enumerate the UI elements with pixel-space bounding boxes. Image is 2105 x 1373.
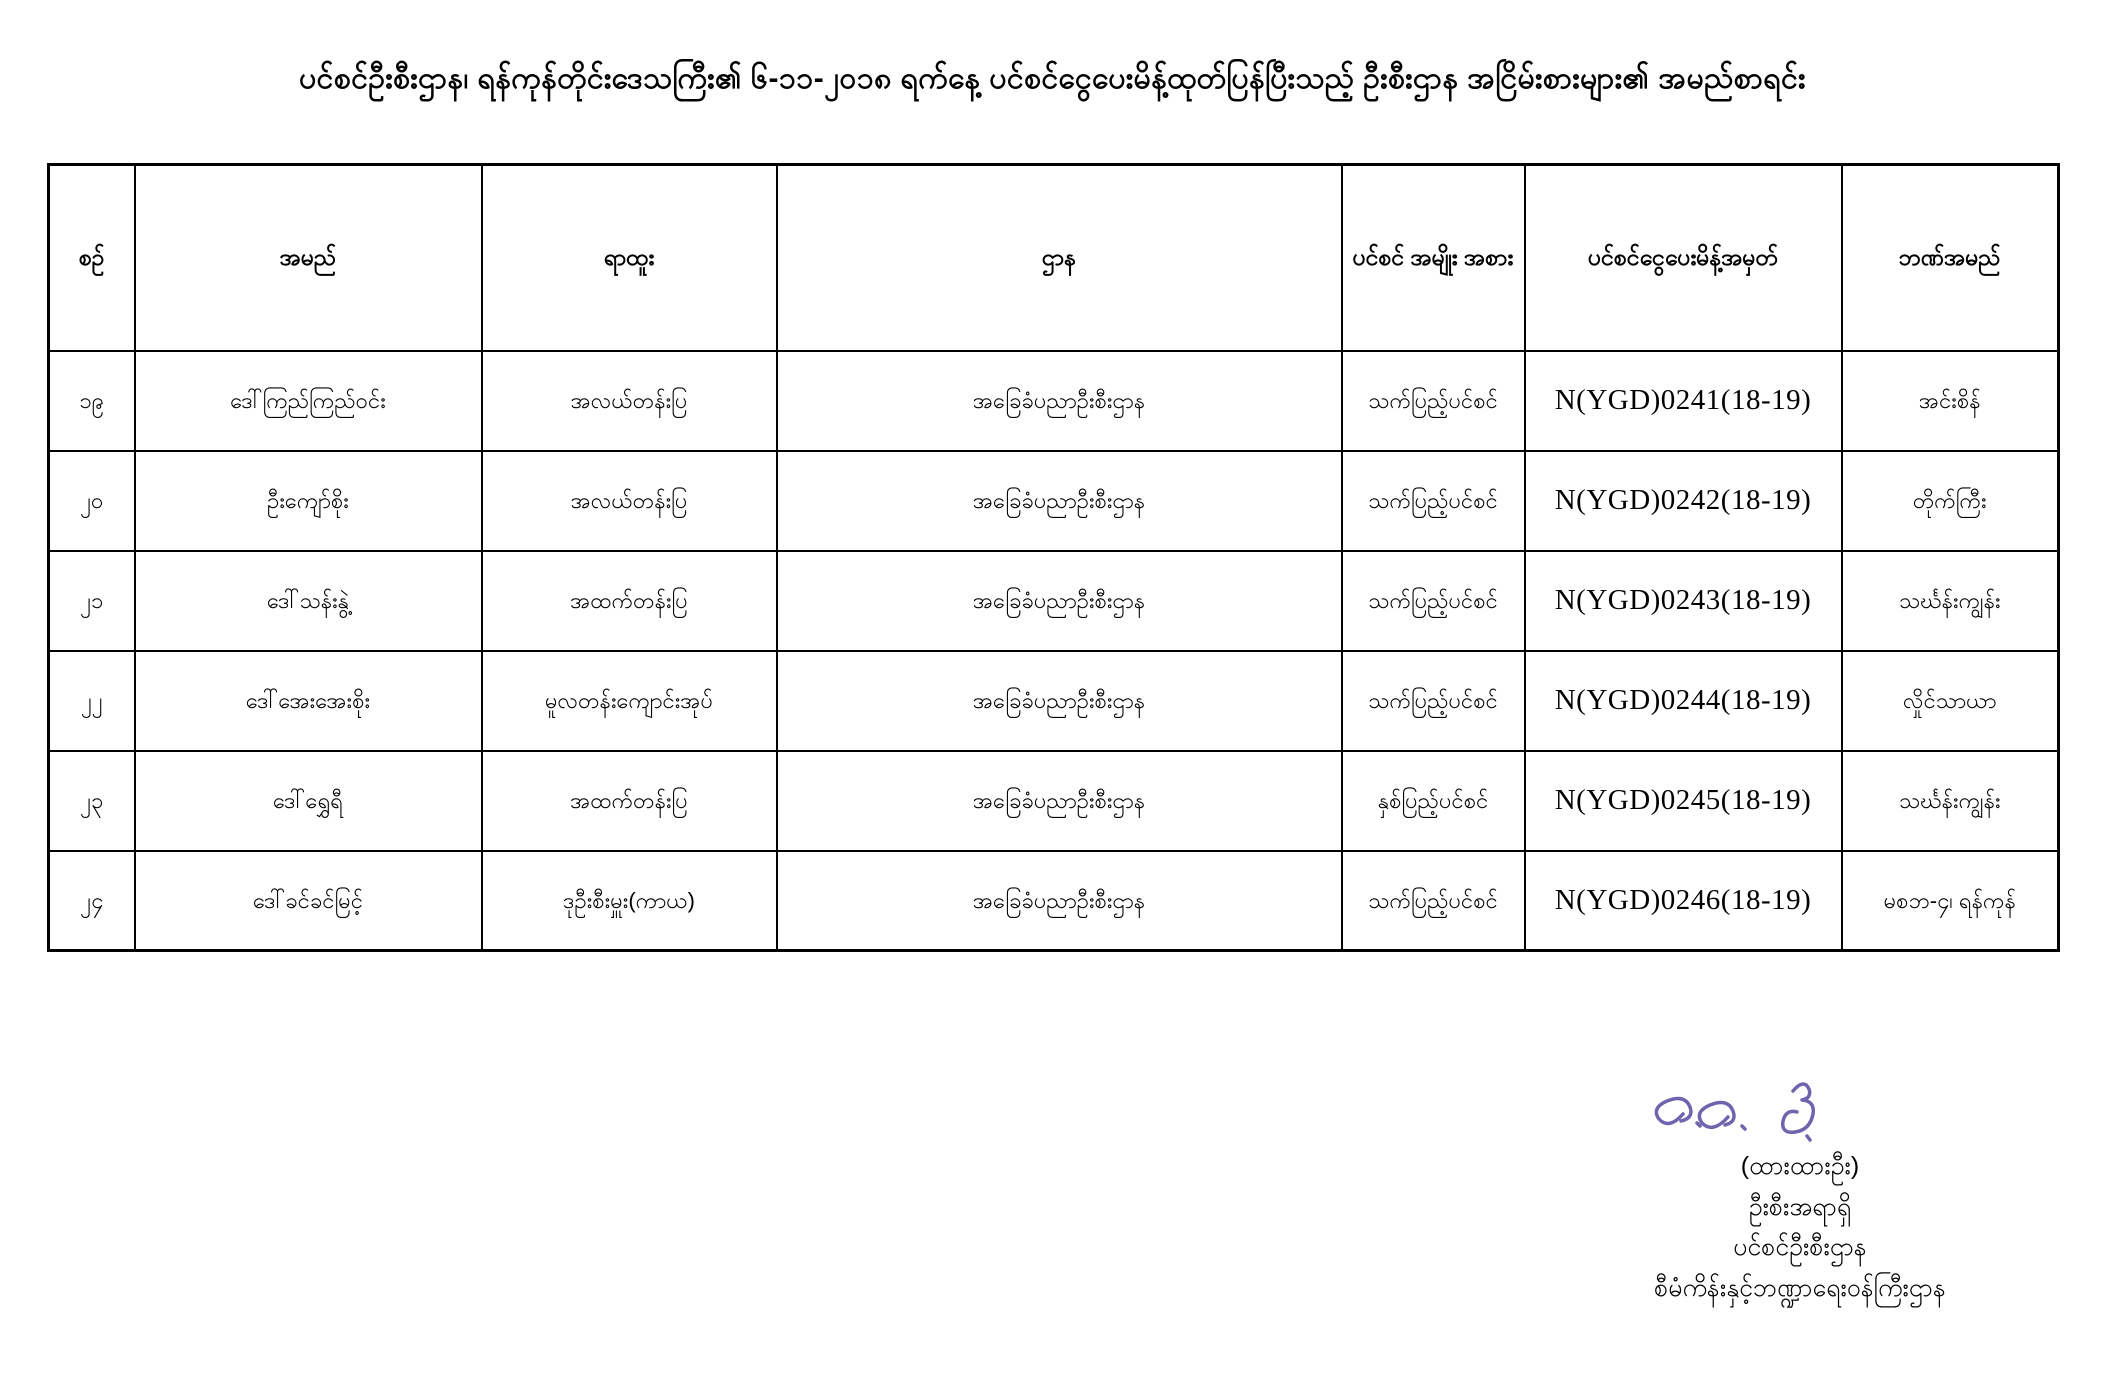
- cell-order-number: N(YGD)0245(18-19): [1525, 751, 1842, 851]
- cell-name: ဒေါ်သန်းနွဲ့: [135, 551, 482, 651]
- table-row: [49, 451, 2059, 551]
- page-title: ပင်စင်ဦးစီးဌာန၊ ရန်ကုန်တိုင်းဒေသကြီး၏ ၆-၁၁-၂၀၁၈ ရက်နေ့ ပင်စင်ငွေပေးမိန့်ထုတ်ပြန်ပြီးသည့် ဦးစီးဌာန အငြိမ်းစားများ၏ အမည်စာရင်း: [299, 62, 1806, 95]
- cell-serial: ၁၉: [49, 351, 135, 451]
- signatory-ministry: စီမံကိန်းနှင့်ဘဏ္ဍာရေးဝန်ကြီးဌာန: [1654, 1273, 1946, 1302]
- table-row: [49, 751, 2059, 851]
- cell-pension-type: သက်ပြည့်ပင်စင်: [1342, 651, 1525, 751]
- table-row: [49, 851, 2059, 951]
- column-header-name: အမည်: [135, 165, 482, 351]
- cell-department: အခြေခံပညာဦးစီးဌာန: [777, 351, 1342, 451]
- table-row: [49, 651, 2059, 751]
- cell-name: ဒေါ်ခင်ခင်မြင့်: [135, 851, 482, 951]
- table-row: [49, 551, 2059, 651]
- cell-serial: ၂၁: [49, 551, 135, 651]
- column-header-pension-type: ပင်စင် အမျိုး အစား: [1342, 165, 1525, 351]
- cell-serial: ၂၀: [49, 451, 135, 551]
- table-header-row: [49, 165, 2059, 351]
- cell-department: အခြေခံပညာဦးစီးဌာန: [777, 451, 1342, 551]
- cell-position: မူလတန်းကျောင်းအုပ်: [482, 651, 777, 751]
- cell-pension-type: သက်ပြည့်ပင်စင်: [1342, 451, 1525, 551]
- cell-position: အထက်တန်းပြ: [482, 551, 777, 651]
- column-header-bank-name: ဘဏ်အမည်: [1842, 165, 2059, 351]
- cell-position: အလယ်တန်းပြ: [482, 351, 777, 451]
- pensioners-table: [47, 163, 2060, 952]
- signatory-department: ပင်စင်ဦးစီးဌာန: [1733, 1233, 1867, 1261]
- signatory-name: (ထားထားဦး): [1740, 1152, 1860, 1180]
- cell-bank-name: သင်္ဃန်းကျွန်း: [1842, 751, 2059, 851]
- column-header-position: ရာထူး: [482, 165, 777, 351]
- cell-position: အလယ်တန်းပြ: [482, 451, 777, 551]
- cell-name: ဒေါ်အေးအေးစိုး: [135, 651, 482, 751]
- cell-bank-name: အင်းစိန်: [1842, 351, 2059, 451]
- cell-bank-name: မစဘ-၄၊ ရန်ကုန်: [1842, 851, 2059, 951]
- cell-bank-name: လှိုင်သာယာ: [1842, 651, 2059, 751]
- cell-position: ဒုဦးစီးမှူး(ကာယ): [482, 851, 777, 951]
- table-body: [49, 351, 2059, 951]
- signatory-rank: ဦးစီးအရာရှိ: [1748, 1192, 1852, 1221]
- cell-department: အခြေခံပညာဦးစီးဌာန: [777, 551, 1342, 651]
- cell-name: ဦးကျော်စိုး: [135, 451, 482, 551]
- column-header-department: ဌာန: [777, 165, 1342, 351]
- cell-pension-type: သက်ပြည့်ပင်စင်: [1342, 351, 1525, 451]
- cell-order-number: N(YGD)0241(18-19): [1525, 351, 1842, 451]
- cell-order-number: N(YGD)0244(18-19): [1525, 651, 1842, 751]
- signature-block: [1555, 1068, 2045, 1308]
- cell-bank-name: သင်္ဃန်းကျွန်း: [1842, 551, 2059, 651]
- cell-pension-type: သက်ပြည့်ပင်စင်: [1342, 551, 1525, 651]
- cell-order-number: N(YGD)0243(18-19): [1525, 551, 1842, 651]
- cell-serial: ၂၂: [49, 651, 135, 751]
- cell-department: အခြေခံပညာဦးစီးဌာန: [777, 651, 1342, 751]
- cell-department: အခြေခံပညာဦးစီးဌာန: [777, 851, 1342, 951]
- cell-name: ဒေါ်ရွှေရီ: [135, 751, 482, 851]
- cell-order-number: N(YGD)0246(18-19): [1525, 851, 1842, 951]
- cell-name: ဒေါ်ကြည်ကြည်ဝင်း: [135, 351, 482, 451]
- cell-pension-type: နှစ်ပြည့်ပင်စင်: [1342, 751, 1525, 851]
- cell-pension-type: သက်ပြည့်ပင်စင်: [1342, 851, 1525, 951]
- cell-order-number: N(YGD)0242(18-19): [1525, 451, 1842, 551]
- cell-serial: ၂၃: [49, 751, 135, 851]
- signature-ink: [1555, 1068, 2045, 1146]
- table-row: [49, 351, 2059, 451]
- cell-serial: ၂၄: [49, 851, 135, 951]
- column-header-order-number: ပင်စင်ငွေပေးမိန့်အမှတ်: [1525, 165, 1842, 351]
- column-header-serial: စဉ်: [49, 165, 135, 351]
- cell-bank-name: တိုက်ကြီး: [1842, 451, 2059, 551]
- cell-position: အထက်တန်းပြ: [482, 751, 777, 851]
- cell-department: အခြေခံပညာဦးစီးဌာန: [777, 751, 1342, 851]
